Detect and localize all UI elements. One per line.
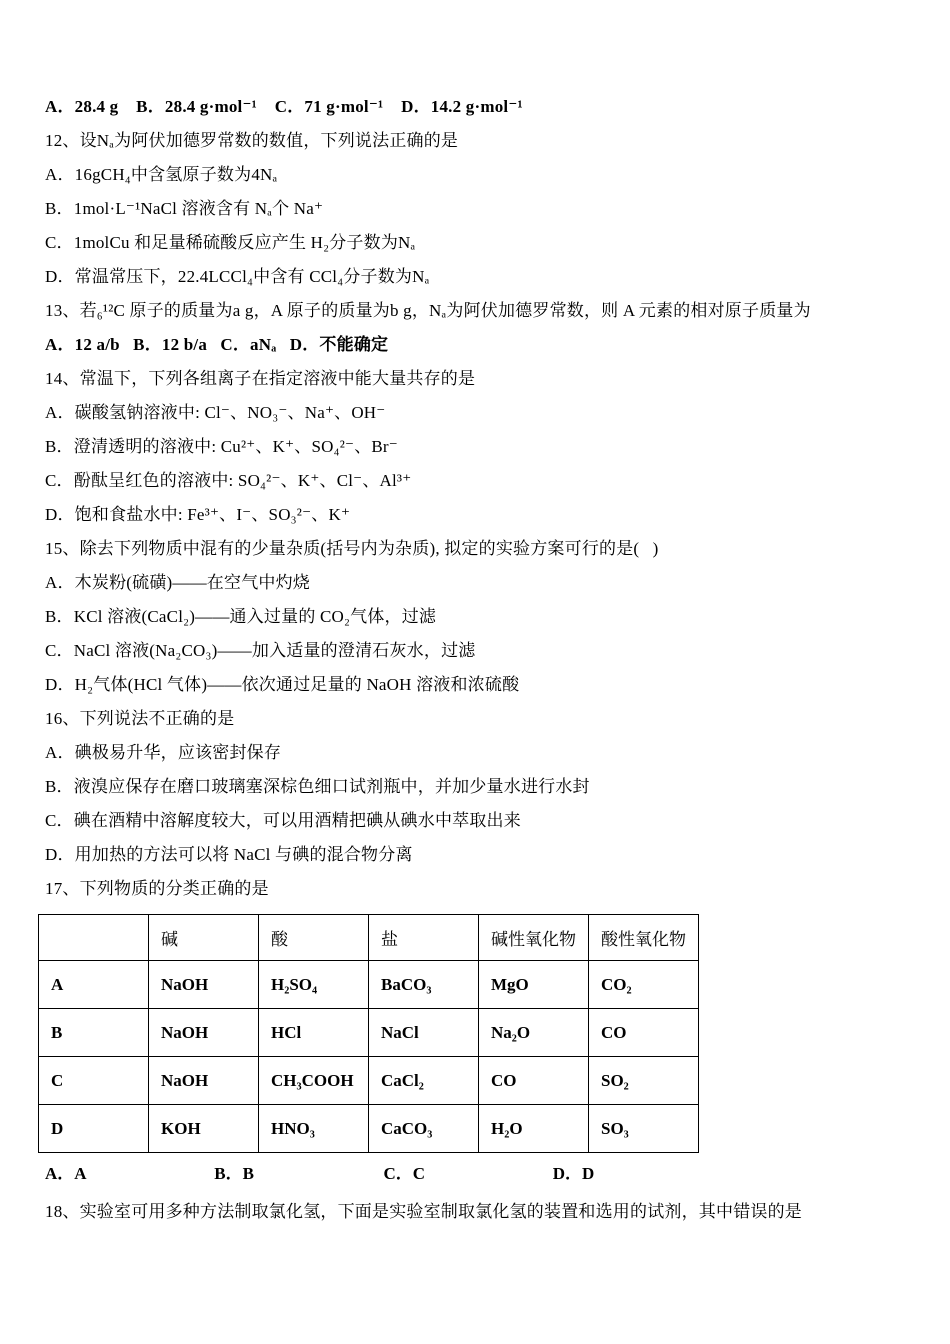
question-15 [45, 532, 912, 702]
question-16-option-d: D．用加热的方法可以将 NaCl 与碘的混合物分离 [45, 845, 413, 864]
table-cell: HCl [259, 1009, 369, 1057]
table-cell: CaCO₃ [369, 1105, 479, 1153]
table-cell: SO₂ [589, 1057, 699, 1105]
table-cell: CO [589, 1009, 699, 1057]
question-17 [45, 872, 912, 1191]
table-cell: NaOH [149, 1057, 259, 1105]
table-cell: CaCl₂ [369, 1057, 479, 1105]
question-16-stem: 16、下列说法不正确的是 [45, 709, 235, 728]
question-15-option-d: D．H₂气体(HCl 气体)——依次通过足量的 NaOH 溶液和浓硫酸 [45, 675, 520, 694]
question-16 [45, 702, 912, 872]
table-cell: H₂O [479, 1105, 589, 1153]
table-header-cell: 碱性氧化物 [479, 915, 589, 961]
question-11-options-line: A．28.4 g B．28.4 g·mol⁻¹ C．71 g·mol⁻¹ D．14.2 g·mol⁻¹ [45, 97, 523, 116]
table-header-row [39, 915, 699, 961]
table-cell: KOH [149, 1105, 259, 1153]
table-header-cell: 盐 [369, 915, 479, 961]
question-13-stem: 13、若₆¹²C 原子的质量为a g，A 原子的质量为b g，Nₐ为阿伏加德罗常数，则 A 元素的相对原子质量为 [45, 301, 811, 320]
table-cell: HNO₃ [259, 1105, 369, 1153]
table-cell: SO₃ [589, 1105, 699, 1153]
table-row-a [39, 961, 699, 1009]
question-16-option-c: C．碘在酒精中溶解度较大，可以用酒精把碘从碘水中萃取出来 [45, 811, 521, 830]
question-18 [45, 1195, 912, 1229]
question-14 [45, 362, 912, 532]
question-17-answer-c: C．C [383, 1164, 426, 1183]
question-12-stem: 12、设Nₐ为阿伏加德罗常数的数值，下列说法正确的是 [45, 131, 459, 150]
table-cell: B [39, 1009, 149, 1057]
table-header-cell: 碱 [149, 915, 259, 961]
table-cell: D [39, 1105, 149, 1153]
question-17-answer-b: B．B [214, 1164, 254, 1183]
table-cell: CO₂ [589, 961, 699, 1009]
table-cell: BaCO₃ [369, 961, 479, 1009]
table-cell: H₂SO₄ [259, 961, 369, 1009]
table-cell: NaOH [149, 961, 259, 1009]
question-17-answer-d: D．D [552, 1164, 595, 1183]
table-cell: MgO [479, 961, 589, 1009]
classification-table [38, 914, 699, 1153]
question-16-option-b: B．液溴应保存在磨口玻璃塞深棕色细口试剂瓶中，并加少量水进行水封 [45, 777, 590, 796]
table-cell: C [39, 1057, 149, 1105]
question-14-option-d: D．饱和食盐水中: Fe³⁺、I⁻、SO₃²⁻、K⁺ [45, 505, 351, 524]
question-17-stem: 17、下列物质的分类正确的是 [45, 879, 269, 898]
table-header-cell [39, 915, 149, 961]
question-12-option-d: D．常温常压下，22.4LCCl₄中含有 CCl₄分子数为Nₐ [45, 267, 430, 286]
table-row-b [39, 1009, 699, 1057]
question-12-option-c: C．1molCu 和足量稀硫酸反应产生 H₂分子数为Nₐ [45, 233, 416, 252]
table-header-cell: 酸 [259, 915, 369, 961]
table-cell: NaOH [149, 1009, 259, 1057]
question-13-options-line: A．12 a/b B．12 b/a C．aNₐ D．不能确定 [45, 335, 389, 354]
table-cell: Na₂O [479, 1009, 589, 1057]
table-cell: CO [479, 1057, 589, 1105]
question-18-stem: 18、实验室可用多种方法制取氯化氢，下面是实验室制取氯化氢的装置和选用的试剂，其中错误的是 [45, 1202, 802, 1221]
question-14-option-a: A．碳酸氢钠溶液中: Cl⁻、NO₃⁻、Na⁺、OH⁻ [45, 403, 386, 422]
table-cell: CH₃COOH [259, 1057, 369, 1105]
question-12-option-b: B．1mol·L⁻¹NaCl 溶液含有 Nₐ个 Na⁺ [45, 199, 324, 218]
table-header-cell: 酸性氧化物 [589, 915, 699, 961]
question-15-option-b: B．KCl 溶液(CaCl₂)——通入过量的 CO₂气体，过滤 [45, 607, 437, 626]
question-15-option-a: A．木炭粉(硫磺)——在空气中灼烧 [45, 573, 310, 592]
table-row-d [39, 1105, 699, 1153]
table-cell: NaCl [369, 1009, 479, 1057]
question-16-option-a: A．碘极易升华，应该密封保存 [45, 743, 282, 762]
question-17-answer-line [45, 1157, 912, 1191]
table-row-c [39, 1057, 699, 1105]
question-12-option-a: A．16gCH₄中含氢原子数为4Nₐ [45, 165, 278, 184]
question-13 [45, 294, 912, 362]
question-12 [45, 124, 912, 294]
question-14-option-c: C．酚酞呈红色的溶液中: SO₄²⁻、K⁺、Cl⁻、Al³⁺ [45, 471, 412, 490]
question-15-stem: 15、除去下列物质中混有的少量杂质(括号内为杂质), 拟定的实验方案可行的是( ) [45, 539, 659, 558]
table-cell: A [39, 961, 149, 1009]
question-15-option-c: C．NaCl 溶液(Na₂CO₃)——加入适量的澄清石灰水，过滤 [45, 641, 476, 660]
question-14-option-b: B．澄清透明的溶液中: Cu²⁺、K⁺、SO₄²⁻、Br⁻ [45, 437, 398, 456]
question-17-answer-a: A．A [45, 1164, 87, 1183]
question-14-stem: 14、常温下，下列各组离子在指定溶液中能大量共存的是 [45, 369, 476, 388]
